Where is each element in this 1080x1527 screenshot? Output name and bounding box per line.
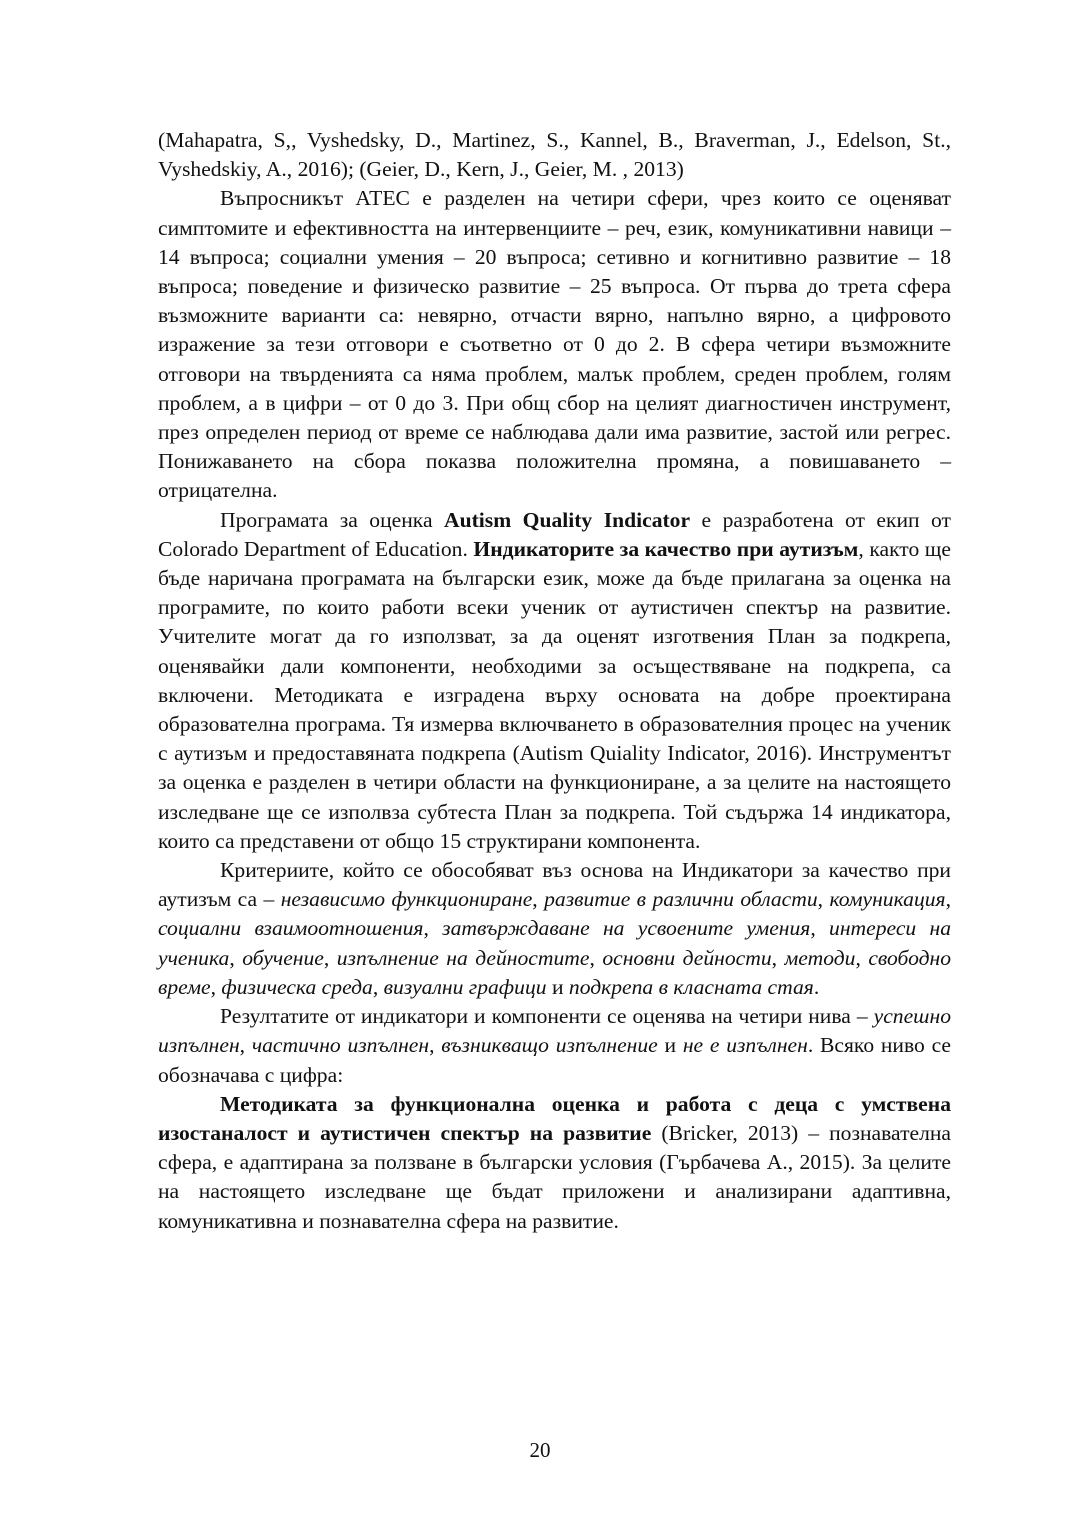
atec-paragraph xyxy=(158,184,951,505)
criterion-methods: методи xyxy=(784,945,856,970)
level-emerging: възникващо изпълнение xyxy=(441,1033,658,1058)
criterion-social-relations: социални взаимоотношения xyxy=(158,916,424,941)
criteria-paragraph xyxy=(158,856,951,1002)
citation-text: (Mahapatra, S,, Vyshedsky, D., Martinez, S., Kannel, B., Braverman, J., Edelson, St., Vyshedskiy, A., 2016); (Geier, D., Kern, J., Geier, M. , 2013) xyxy=(158,128,951,182)
criterion-learning: обучение xyxy=(242,945,324,970)
levels-outro: . Всяко ниво се обозначава с цифра: xyxy=(158,1033,952,1087)
criteria-separator: , xyxy=(810,916,830,941)
criteria-separator: , xyxy=(532,887,545,912)
aqi-text-intro: Програмата за оценка xyxy=(220,507,444,532)
criterion-physical-environment: физическа среда xyxy=(221,974,373,999)
criterion-student-interests: интереси на ученика xyxy=(158,916,952,970)
criteria-separator: , xyxy=(771,945,785,970)
page-number: 20 xyxy=(529,1438,551,1462)
criterion-independent-functioning: независимо функциониране xyxy=(280,887,533,912)
criteria-separator: , xyxy=(372,974,384,999)
level-successful: успешно изпълнен xyxy=(158,1004,951,1058)
criteria-separator: , xyxy=(817,887,830,912)
levels-separator: , xyxy=(239,1033,252,1058)
criterion-communication: комуникация xyxy=(829,887,946,912)
aqi-text-body: , както ще бъде наричана програмата на български език, може да бъде прилагана за оценка на програмите, по които работи всеки ученик от аутистичен спектър на развитие. Учителите могат да го използват, за да оценят изготвения План за подкрепа, оценявайки дали компоненти, необходими за осъществяване на подкрепа, са включени. Методиката е изградена върху основата на добре проектирана образователна програма. Тя измерва включването в образователния процес на ученик с аутизъм и предоставяната подкрепа (Autism Quiality Indicator, 2016). Инструментът за оценка е разделен в четири области на функциониране, а за целите на настоящето изследване ще се изполвза субтеста План за подкрепа. Той съдържа 14 индикатора, които са представени от общо 15 структирани компонента. xyxy=(158,536,952,853)
aqi-paragraph xyxy=(158,506,951,856)
criterion-classroom-support: подкрепа в класната стая xyxy=(568,974,814,999)
criteria-period: . xyxy=(813,974,820,999)
criterion-main-activities: основни дейности xyxy=(602,945,772,970)
aqi-text-developer: е разработена от екип от Colorado Department of Education. xyxy=(158,507,951,561)
criteria-separator: , xyxy=(210,974,222,999)
levels-conjunction: и xyxy=(657,1033,683,1058)
criteria-separator: , xyxy=(589,945,603,970)
levels-paragraph xyxy=(158,1002,951,1090)
criterion-activity-performance: изпълнение на дейностите xyxy=(336,945,590,970)
criteria-separator: , xyxy=(855,945,869,970)
criteria-conjunction: и xyxy=(546,974,569,999)
criteria-separator: , xyxy=(423,916,443,941)
methodology-title: Методиката за функционална оценка и работа с деца с умствена изостаналост и аутистичен спектър на развитие xyxy=(158,1091,951,1145)
levels-intro: Резултатите от индикатори и компоненти се оценява на четири нива – xyxy=(220,1004,874,1029)
citation-paragraph xyxy=(158,126,951,184)
criteria-separator: , xyxy=(945,887,951,912)
page-body xyxy=(158,126,951,1236)
criteria-separator: , xyxy=(229,945,243,970)
methodology-text: (Bricker, 2013) – познавателна сфера, е адаптирана за ползване в български условия (Гърбачева А., 2015). За целите на настоящето изследване ще бъдат приложени и анализирани адаптивна, комуникативна и познавателна сфера на развитие. xyxy=(158,1120,952,1233)
criteria-separator: , xyxy=(323,945,337,970)
criterion-skill-consolidation: затвърждаване на усвоените умения xyxy=(442,916,811,941)
level-not-performed: не е изпълнен xyxy=(682,1033,808,1058)
criterion-free-time: свободно време xyxy=(158,945,952,999)
levels-separator: , xyxy=(429,1033,442,1058)
criterion-development-areas: развитие в различни области xyxy=(544,887,818,912)
atec-text: Въпросникът АТЕС е разделен на четири сфери, чрез които се оценяват симптомите и ефективността на интервенциите – реч, език, комуникативни навици – 14 въпроса; социални умения – 20 въпроса; сетивно и когнитивно развитие – 18 въпроса; поведение и физическо развитие – 25 въпроса. От първа до трета сфера възможните варианти са: невярно, отчасти вярно, напълно вярно, а цифровото изражение за тези отговори е съответно от 0 до 2. В сфера четири възможните отговори на твърденията са няма проблем, малък проблем, среден проблем, голям проблем, а в цифри – от 0 до 3. При общ сбор на целият диагностичен инструмент, през определен период от време се наблюдава дали има развитие, застой или регрес. Понижаването на сбора показва положителна промяна, а повишаването – отрицателна. xyxy=(158,186,951,503)
aqi-title: Autism Quality Indicator xyxy=(444,507,691,532)
aqi-bulgarian-title: Индикаторите за качество при аутизъм xyxy=(473,536,859,561)
criteria-intro: Критериите, който се обособяват въз основа на Индикатори за качество при аутизъм са – xyxy=(158,858,951,912)
level-partial: частично изпълнен xyxy=(251,1033,430,1058)
criterion-visual-schedules: визуални графици xyxy=(383,974,547,999)
methodology-paragraph xyxy=(158,1090,951,1236)
